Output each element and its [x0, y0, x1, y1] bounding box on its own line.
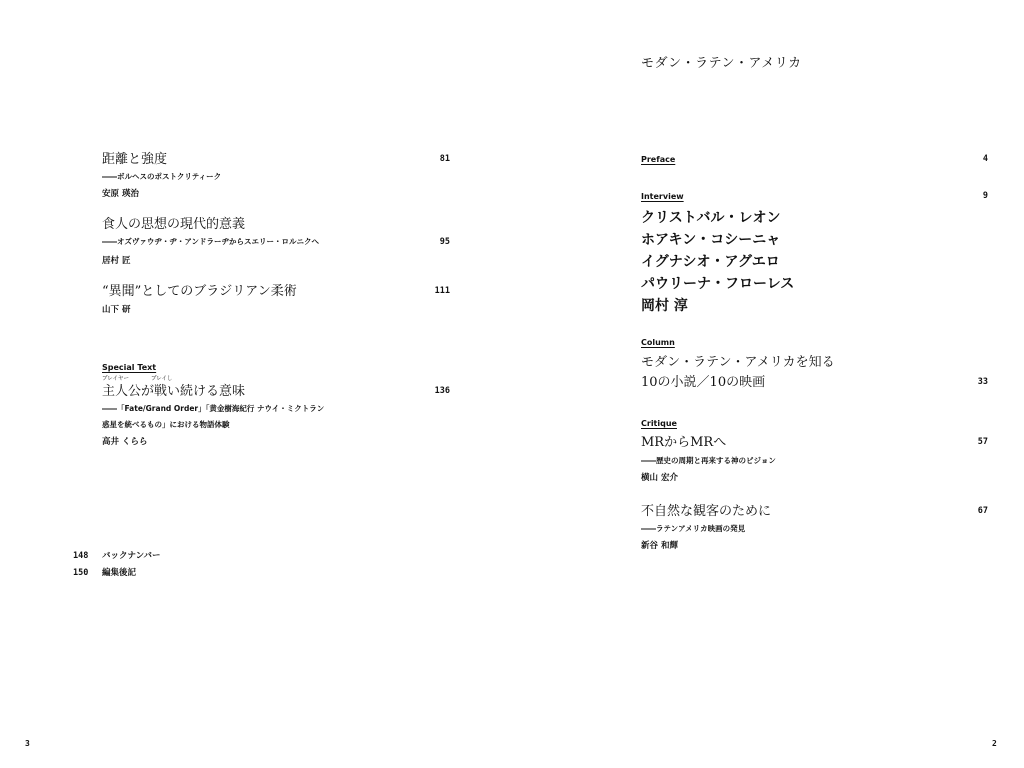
entry-author: 居村 匠 [102, 256, 131, 266]
entry-page-number: 95 [439, 237, 450, 247]
entry-author: 安原 瑛治 [102, 189, 139, 199]
entry-author: 横山 宏介 [641, 473, 678, 483]
entry-subtitle: ――ボルヘスのポストクリティーク [102, 172, 222, 181]
entry-subtitle: ――ラテンアメリカ映画の発見 [641, 524, 746, 533]
entry-title[interactable]: 主人公が戦い続ける意味 [102, 384, 246, 399]
entry-title[interactable]: “異聞”としてのブラジリアン柔術 [102, 284, 297, 299]
page-header-title: モダン・ラテン・アメリカ [641, 56, 802, 71]
entry-page-number: 9 [982, 191, 988, 201]
ruby-text: プレイし [151, 376, 173, 382]
interviewee-name[interactable]: 岡村 淳 [641, 298, 688, 314]
section-label-preface[interactable]: Preface [641, 155, 676, 164]
back-matter-page-number: 148 [73, 551, 89, 561]
back-matter-page-number: 150 [73, 568, 89, 578]
entry-page-number: 33 [977, 377, 988, 387]
entry-title[interactable]: 不自然な観客のために [641, 504, 772, 519]
entry-subtitle: ――歴史の周期と再来する神のビジョン [641, 456, 776, 465]
section-label-special-text: Special Text [102, 363, 157, 372]
back-matter-item[interactable]: バックナンバー [102, 551, 161, 561]
entry-author: 山下 研 [102, 305, 131, 315]
entry-title[interactable]: 食人の思想の現代的意義 [102, 217, 246, 232]
entry-subtitle: ――「Fate/Grand Order」「黄金樹海紀行 ナウイ・ミクトラン [102, 404, 325, 413]
back-matter-item[interactable]: 編集後記 [102, 568, 137, 578]
entry-page-number: 57 [977, 437, 988, 447]
entry-subtitle: ――オズヴァウヂ・ヂ・アンドラーヂからスエリー・ロルニクへ [102, 237, 320, 246]
interviewee-name[interactable]: クリストバル・レオン [641, 210, 781, 226]
entry-page-number: 136 [434, 386, 450, 396]
section-label-column: Column [641, 338, 675, 347]
page-folio-right: 2 [992, 739, 997, 748]
entry-page-number: 4 [982, 154, 988, 164]
page-folio-left: 3 [25, 739, 30, 748]
section-label-critique: Critique [641, 419, 677, 428]
entry-page-number: 67 [977, 506, 988, 516]
entry-page-number: 111 [434, 286, 450, 296]
interviewee-name[interactable]: ホアキン・コシーニャ [641, 232, 781, 248]
ruby-text: プレイヤー [102, 376, 130, 382]
entry-title[interactable]: 10の小説／10の映画 [641, 375, 766, 390]
entry-author: 新谷 和輝 [641, 541, 678, 551]
entry-page-number: 81 [439, 154, 450, 164]
entry-author: 高井 くらら [102, 437, 148, 447]
interviewee-name[interactable]: パウリーナ・フローレス [641, 276, 795, 292]
entry-subtitle: 惑星を統べるもの」における物語体験 [102, 420, 230, 429]
entry-title[interactable]: 距離と強度 [102, 152, 168, 167]
entry-title[interactable]: MRからMRへ [641, 435, 727, 450]
section-label-interview: Interview [641, 192, 684, 201]
entry-title[interactable]: モダン・ラテン・アメリカを知る [641, 355, 835, 370]
interviewee-name[interactable]: イグナシオ・アグエロ [641, 254, 780, 270]
